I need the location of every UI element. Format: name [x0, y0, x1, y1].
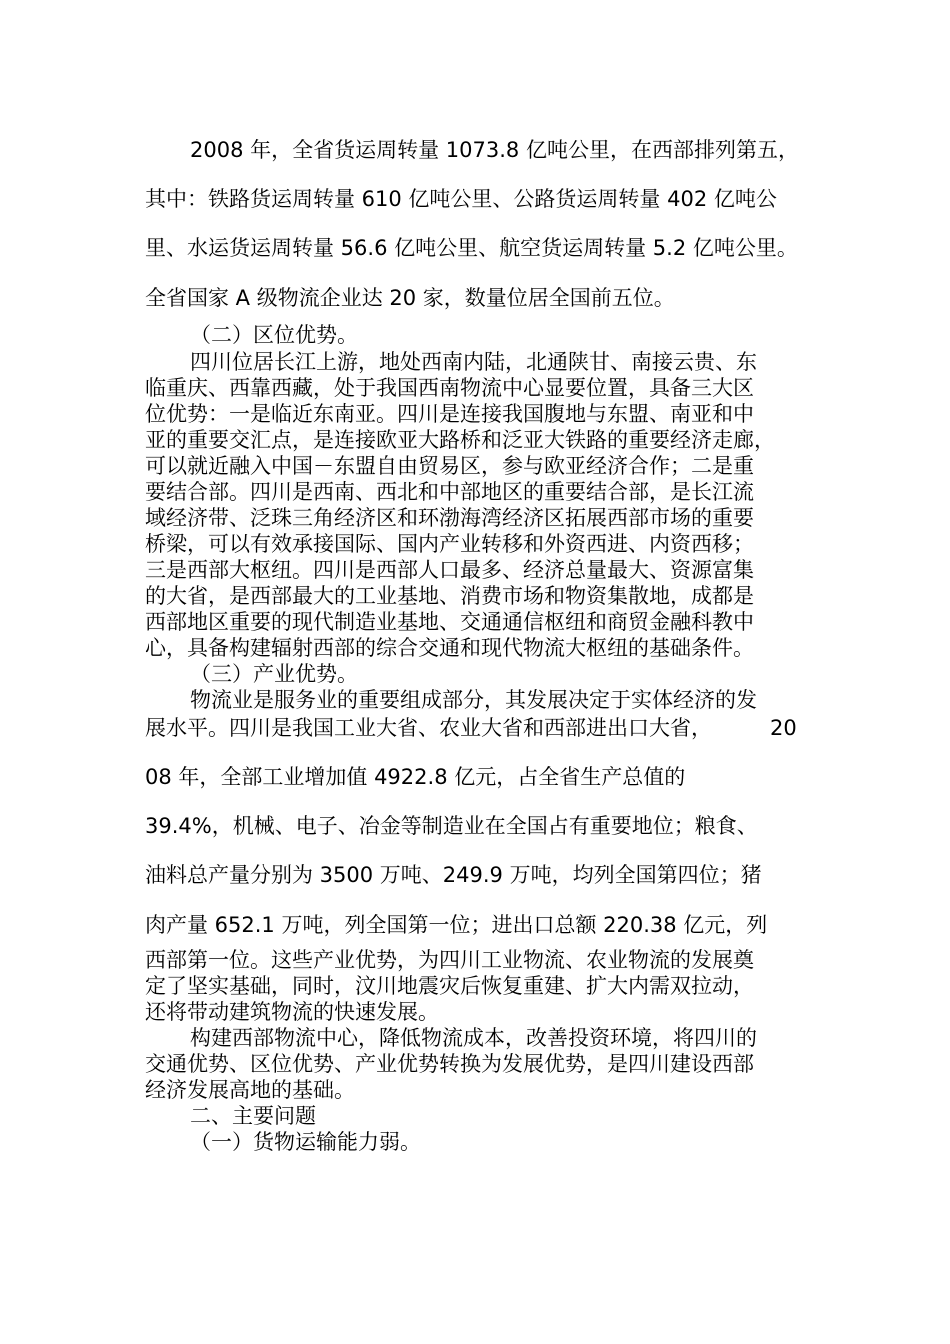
text-line: 心，具备构建辐射西部的综合交通和现代物流大枢纽的基础条件。	[145, 636, 754, 660]
text-line: 西部地区重要的现代制造业基地、交通通信枢纽和商贸金融科教中	[145, 610, 754, 634]
text-line: 四川位居长江上游，地处西南内陆，北通陕甘、南接云贵、东	[190, 350, 757, 374]
text-line: 亚的重要交汇点，是连接欧亚大路桥和泛亚大铁路的重要经济走廊，	[145, 428, 775, 452]
text-line: 肉产量 652.1 万吨，列全国第一位；进出口总额 220.38 亿元，列	[145, 913, 768, 937]
text-line: 交通优势、区位优势、产业优势转换为发展优势，是四川建设西部	[145, 1052, 754, 1076]
text-line: 其中：铁路货运周转量 610 亿吨公里、公路货运周转量 402 亿吨公	[145, 187, 777, 211]
text-line: 域经济带、泛珠三角经济区和环渤海湾经济区拓展西部市场的重要	[145, 506, 754, 530]
text-line: 西部第一位。这些产业优势，为四川工业物流、农业物流的发展奠	[145, 948, 754, 972]
text-line: 39.4%，机械、电子、冶金等制造业在全国占有重要地位；粮食、	[145, 814, 758, 838]
text-line: 还将带动建筑物流的快速发展。	[145, 1000, 439, 1024]
text-line: 可以就近融入中国－东盟自由贸易区，参与欧亚经济合作；二是重	[145, 454, 754, 478]
text-line: 里、水运货运周转量 56.6 亿吨公里、航空货运周转量 5.2 亿吨公里。	[145, 236, 798, 260]
text-line: 展水平。四川是我国工业大省、农业大省和西部进出口大省，	[145, 716, 712, 740]
text-line: 全省国家 A 级物流企业达 20 家，数量位居全国前五位。	[145, 286, 675, 310]
text-line: 的大省，是西部最大的工业基地、消费市场和物资集散地，成都是	[145, 584, 754, 608]
text-line: 经济发展高地的基础。	[145, 1078, 355, 1102]
text-line: 油料总产量分别为 3500 万吨、249.9 万吨，均列全国第四位；猪	[145, 863, 762, 887]
text-line: 要结合部。四川是西南、西北和中部地区的重要结合部，是长江流	[145, 480, 754, 504]
section-heading: 二、主要问题	[190, 1104, 316, 1128]
text-line: 08 年，全部工业增加值 4922.8 亿元，占全省生产总值的	[145, 765, 686, 789]
text-line: 定了坚实基础，同时，汶川地震灾后恢复重建、扩大内需双拉动，	[145, 974, 754, 998]
text-line: 桥梁，可以有效承接国际、国内产业转移和外资西进、内资西移；	[145, 532, 754, 556]
text-line: 构建西部物流中心，降低物流成本，改善投资环境，将四川的	[190, 1026, 757, 1050]
section-heading: （三）产业优势。	[190, 662, 358, 686]
text-line: 2008 年，全省货运周转量 1073.8 亿吨公里，在西部排列第五，	[190, 138, 799, 162]
section-heading: （一）货物运输能力弱。	[190, 1130, 421, 1154]
text-line: 三是西部大枢纽。四川是西部人口最多、经济总量最大、资源富集	[145, 558, 754, 582]
text-line: 临重庆、西靠西藏，处于我国西南物流中心显要位置，具备三大区	[145, 376, 754, 400]
section-heading: （二）区位优势。	[190, 323, 358, 347]
text-line: 物流业是服务业的重要组成部分，其发展决定于实体经济的发	[190, 688, 757, 712]
text-fragment: 20	[770, 716, 797, 740]
text-line: 位优势：一是临近东南亚。四川是连接我国腹地与东盟、南亚和中	[145, 402, 754, 426]
